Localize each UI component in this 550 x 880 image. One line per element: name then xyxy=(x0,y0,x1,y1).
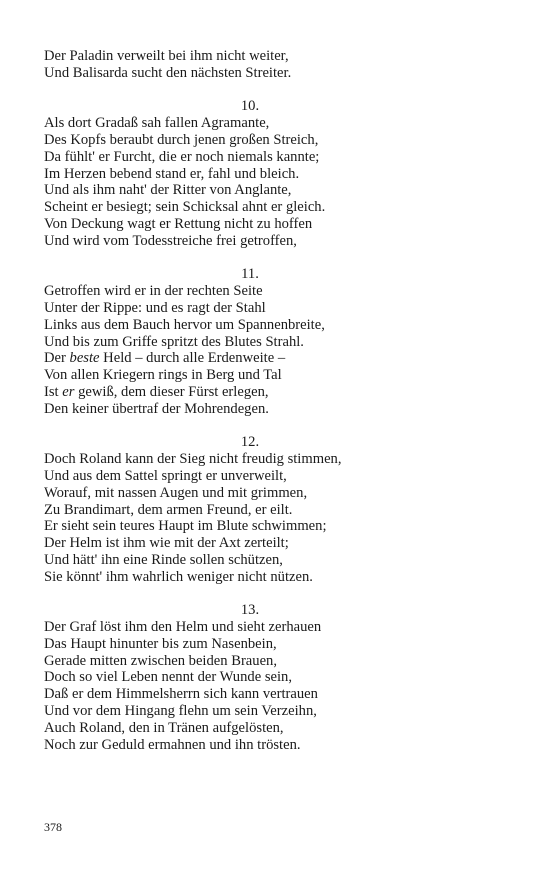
stanza xyxy=(44,434,484,585)
verse-line: Von Deckung wagt er Rettung nicht zu hoffen xyxy=(44,215,313,232)
emphasized-word: er xyxy=(62,383,75,400)
verse-line: Des Kopfs beraubt durch jenen großen Streich, xyxy=(44,131,319,148)
verse-line xyxy=(44,384,484,401)
verse-line: Doch so viel Leben nennt der Wunde sein, xyxy=(44,669,292,686)
verse-text: Held – durch alle Erdenweite – xyxy=(99,350,286,367)
verse-line: Daß er dem Himmelsherrn sich kann vertrauen xyxy=(44,686,318,703)
verse-line: Und Balisarda sucht den nächsten Streiter. xyxy=(44,64,292,81)
verse-line: Gerade mitten zwischen beiden Brauen, xyxy=(44,652,278,669)
verse-line: Und bis zum Griffe spritzt des Blutes Strahl. xyxy=(44,333,304,350)
verse-line: Zu Brandimart, dem armen Freund, er eilt. xyxy=(44,501,293,518)
verse-line: Worauf, mit nassen Augen und mit grimmen, xyxy=(44,484,308,501)
stanza-number: 12. xyxy=(240,434,260,451)
verse-line: Getroffen wird er in der rechten Seite xyxy=(44,283,263,300)
verse-line: Und vor dem Hingang flehn um sein Verzeihn, xyxy=(44,703,317,720)
verse-text: gewiß, dem dieser Fürst erlegen, xyxy=(74,383,269,400)
verse-line: Der Graf löst ihm den Helm und sieht zerhauen xyxy=(44,619,322,636)
stanza-number: 11. xyxy=(241,266,259,283)
poem-text xyxy=(44,48,484,753)
verse-line: Scheint er besiegt; sein Schicksal ahnt er gleich. xyxy=(44,199,326,216)
verse-line: Und hätt' ihn eine Rinde sollen schützen, xyxy=(44,551,283,568)
page-number: 378 xyxy=(44,820,62,834)
verse-line: Der Paladin verweilt bei ihm nicht weiter, xyxy=(44,48,289,64)
verse-line: Noch zur Geduld ermahnen und ihn trösten. xyxy=(44,736,301,753)
stanza-number: 10. xyxy=(240,98,260,115)
verse-line: Doch Roland kann der Sieg nicht freudig stimmen, xyxy=(44,451,342,468)
emphasized-word: beste xyxy=(69,350,100,367)
verse-line: Unter der Rippe: und es ragt der Stahl xyxy=(44,299,266,316)
stanza xyxy=(44,602,484,753)
verse-line: Als dort Gradaß sah fallen Agramante, xyxy=(44,115,270,132)
verse-line xyxy=(44,350,484,367)
stanza xyxy=(44,266,484,417)
verse-line: Das Haupt hinunter bis zum Nasenbein, xyxy=(44,635,277,652)
verse-line: Den keiner übertraf der Mohrendegen. xyxy=(44,400,269,417)
verse-line: Im Herzen bebend stand er, fahl und bleich. xyxy=(44,165,300,182)
verse-line: Er sieht sein teures Haupt im Blute schwimmen; xyxy=(44,518,327,535)
verse-text: Der xyxy=(44,350,70,367)
verse-line: Der Helm ist ihm wie mit der Axt zerteilt; xyxy=(44,535,289,552)
opening-lines xyxy=(44,48,484,82)
verse-line: Da fühlt' er Furcht, die er noch niemals kannte; xyxy=(44,148,320,165)
verse-text: Ist xyxy=(44,383,63,400)
verse-line: Von allen Kriegern rings in Berg und Tal xyxy=(44,367,282,384)
verse-line: Und als ihm naht' der Ritter von Anglante, xyxy=(44,182,292,199)
stanza-list xyxy=(44,98,484,753)
verse-line: Links aus dem Bauch hervor um Spannenbreite, xyxy=(44,316,325,333)
verse-line: Und aus dem Sattel springt er unverweilt, xyxy=(44,467,287,484)
verse-line: Sie könnt' ihm wahrlich weniger nicht nützen. xyxy=(44,568,313,585)
stanza xyxy=(44,98,484,249)
stanza-number: 13. xyxy=(240,602,260,619)
verse-line: Und wird vom Todesstreiche frei getroffen, xyxy=(44,232,297,249)
verse-line: Auch Roland, den in Tränen aufgelösten, xyxy=(44,719,284,736)
